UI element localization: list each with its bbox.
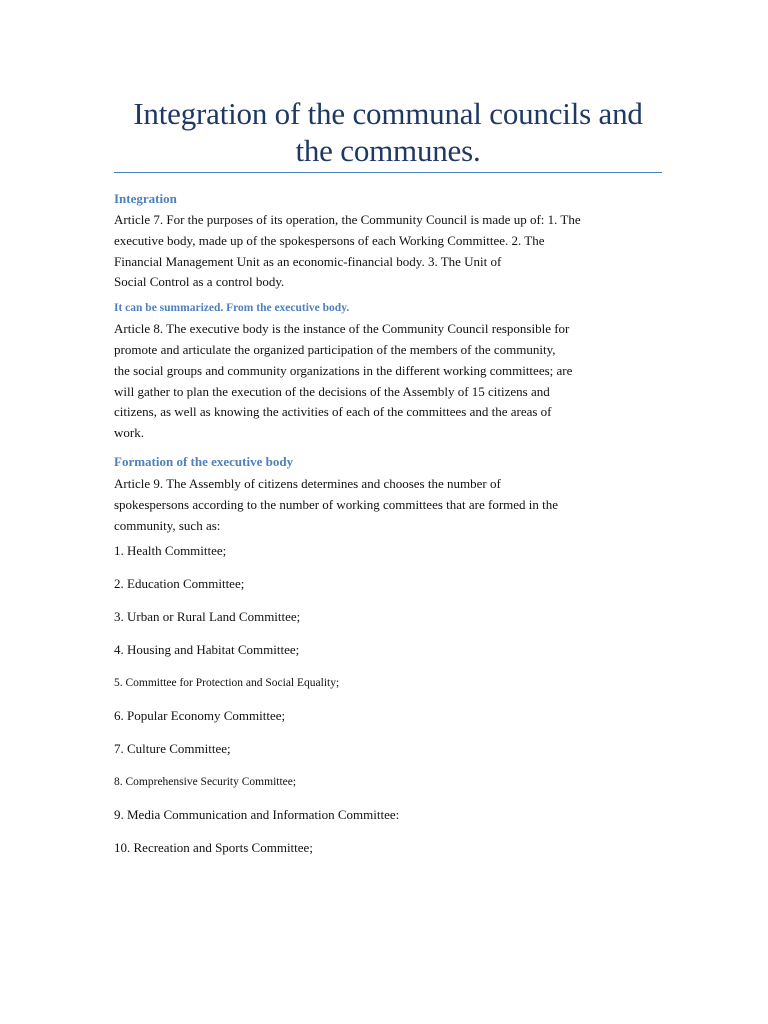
article-7-line: Article 7. For the purposes of its operation, the Community Council is made up of: 1. The [114,212,581,227]
section-formation-executive-body [114,453,614,536]
list-item: 3. Urban or Rural Land Committee; [114,609,301,625]
section-heading-summary: It can be summarized. From the executive body. [114,302,350,315]
list-item: 5. Committee for Protection and Social Equality; [114,677,340,690]
article-7-line: Social Control as a control body. [114,274,285,290]
article-7-line: Financial Management Unit as an economic-financial body. 3. The Unit of [114,253,502,269]
document-title [114,95,662,169]
document-title-line-2: the communes. [295,133,481,168]
document-body [114,190,614,857]
list-item: 10. Recreation and Sports Committee; [114,840,313,856]
article-8-line: will gather to plan the execution of the decisions of the Assembly of 15 citizens and [114,383,550,399]
list-item: 1. Health Committee; [114,543,227,559]
section-integration [114,190,614,293]
article-9-line: Article 9. The Assembly of citizens determines and chooses the number of [114,475,501,491]
section-heading-formation: Formation of the executive body [114,453,294,469]
list-item: 9. Media Communication and Information Committee: [114,807,400,823]
article-8-line: Article 8. The executive body is the instance of the Community Council responsible for [114,321,570,337]
article-8-paragraph [114,319,614,444]
title-divider [114,172,662,173]
article-8-line: citizens, as well as knowing the activities of each of the committees and the areas of [114,404,552,420]
article-7-line: executive body, made up of the spokespersons of each Working Committee. 2. The [114,232,545,248]
committee-list [114,542,614,857]
article-9-paragraph [114,474,614,536]
list-item: 8. Comprehensive Security Committee; [114,776,297,789]
section-heading-integration: Integration [114,191,177,206]
article-8-line: work. [114,425,144,441]
list-item: 6. Popular Economy Committee; [114,708,286,724]
article-8-line: promote and articulate the organized participation of the members of the community, [114,341,556,357]
document-title-line-1: Integration of the communal councils and [133,96,643,131]
article-7-paragraph [114,210,614,293]
list-item: 7. Culture Committee; [114,741,231,757]
article-9-line: community, such as: [114,517,221,533]
section-executive-body-summary [114,299,614,444]
list-item: 2. Education Committee; [114,576,245,592]
article-8-line: the social groups and community organizations in the different working committees; are [114,362,573,378]
list-item: 4. Housing and Habitat Committee; [114,642,300,658]
article-9-line: spokespersons according to the number of working committees that are formed in the [114,496,559,512]
